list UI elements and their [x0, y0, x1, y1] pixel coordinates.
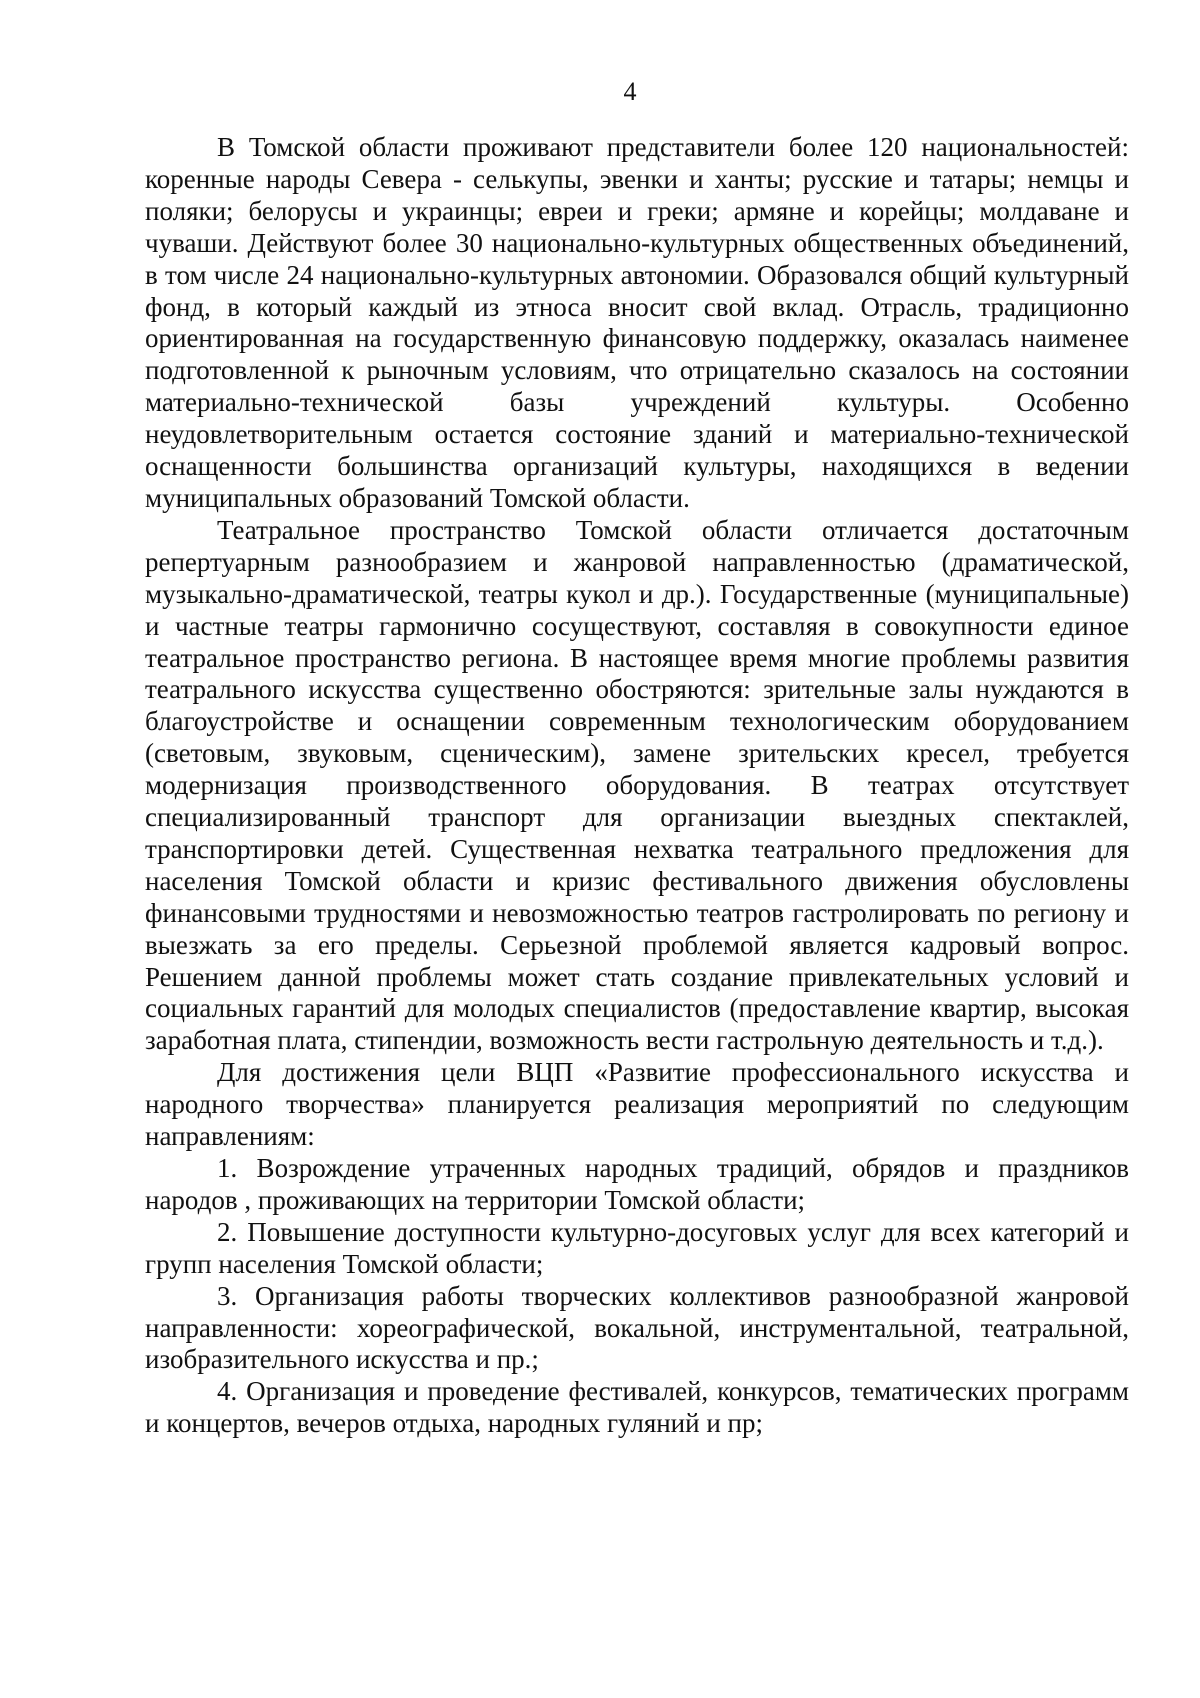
document-body: [145, 132, 1129, 1440]
list-item-1: 1. Возрождение утраченных народных традиций, обрядов и праздников народов , проживающих на территории Томской области;: [145, 1153, 1129, 1215]
list-item-4: 4. Организация и проведение фестивалей, конкурсов, тематических программ и концертов, вечеров отдыха, народных гуляний и пр;: [145, 1376, 1129, 1439]
list-item-3: 3. Организация работы творческих коллективов разнообразной жанровой направленности: хореографической, вокальной, инструментальной, театральной, изобразительного искусства и пр.;: [145, 1280, 1129, 1375]
paragraph-theatre: Театральное пространство Томской области отличается достаточным репертуарным разнообразием и жанровой направленностью (драматической, музыкально-драматической, театры кукол и др.). Государственные (муниципальные) и частные театры гармонично сосуществуют, составляя в совокупности единое театральное пространство региона. В настоящее время многие проблемы развития театрального искусства существенно обостряются: зрительные залы нуждаются в благоустройстве и оснащении современным технологическим оборудованием (световым, звуковым, сценическим), замене зрительских кресел, требуется модернизация производственного оборудования. В театрах отсутствует специализированный транспорт для организации выездных спектаклей, транспортировки детей. Существенная нехватка театрального предложения для населения Томской области и кризис фестивального движения обусловлены финансовыми трудностями и невозможностью театров гастролировать по региону и выезжать за его пределы. Серьезной проблемой является кадровый вопрос. Решением данной проблемы может стать создание привлекательных условий и социальных гарантий для молодых специалистов (предоставление квартир, высокая заработная плата, стипендии, возможность вести гастрольную деятельность и т.д.).: [145, 514, 1129, 1056]
paragraph-nationalities: В Томской области проживают представители более 120 национальностей: коренные народы Севера - селькупы, эвенки и ханты; русские и татары; немцы и поляки; белорусы и украинцы; евреи и греки; армяне и корейцы; молдаване и чуваши. Действуют более 30 национально-культурных общественных объединений, в том числе 24 национально-культурных автономии. Образовался общий культурный фонд, в который каждый из этноса вносит свой вклад. Отрасль, традиционно ориентированная на государственную финансовую поддержку, оказалась наименее подготовленной к рыночным условиям, что отрицательно сказалось на состоянии материально-технической базы учреждений культуры. Особенно неудовлетворительным остается состояние зданий и материально-технической оснащенности большинства организаций культуры, находящихся в ведении муниципальных образований Томской области.: [145, 132, 1129, 513]
paragraph-goal: Для достижения цели ВЦП «Развитие профессионального искусства и народного творчества» планируется реализация мероприятий по следующим направлениям:: [145, 1057, 1129, 1152]
list-item-2: 2. Повышение доступности культурно-досуговых услуг для всех категорий и групп населения Томской области;: [145, 1216, 1129, 1279]
page-number: 4: [623, 77, 637, 106]
